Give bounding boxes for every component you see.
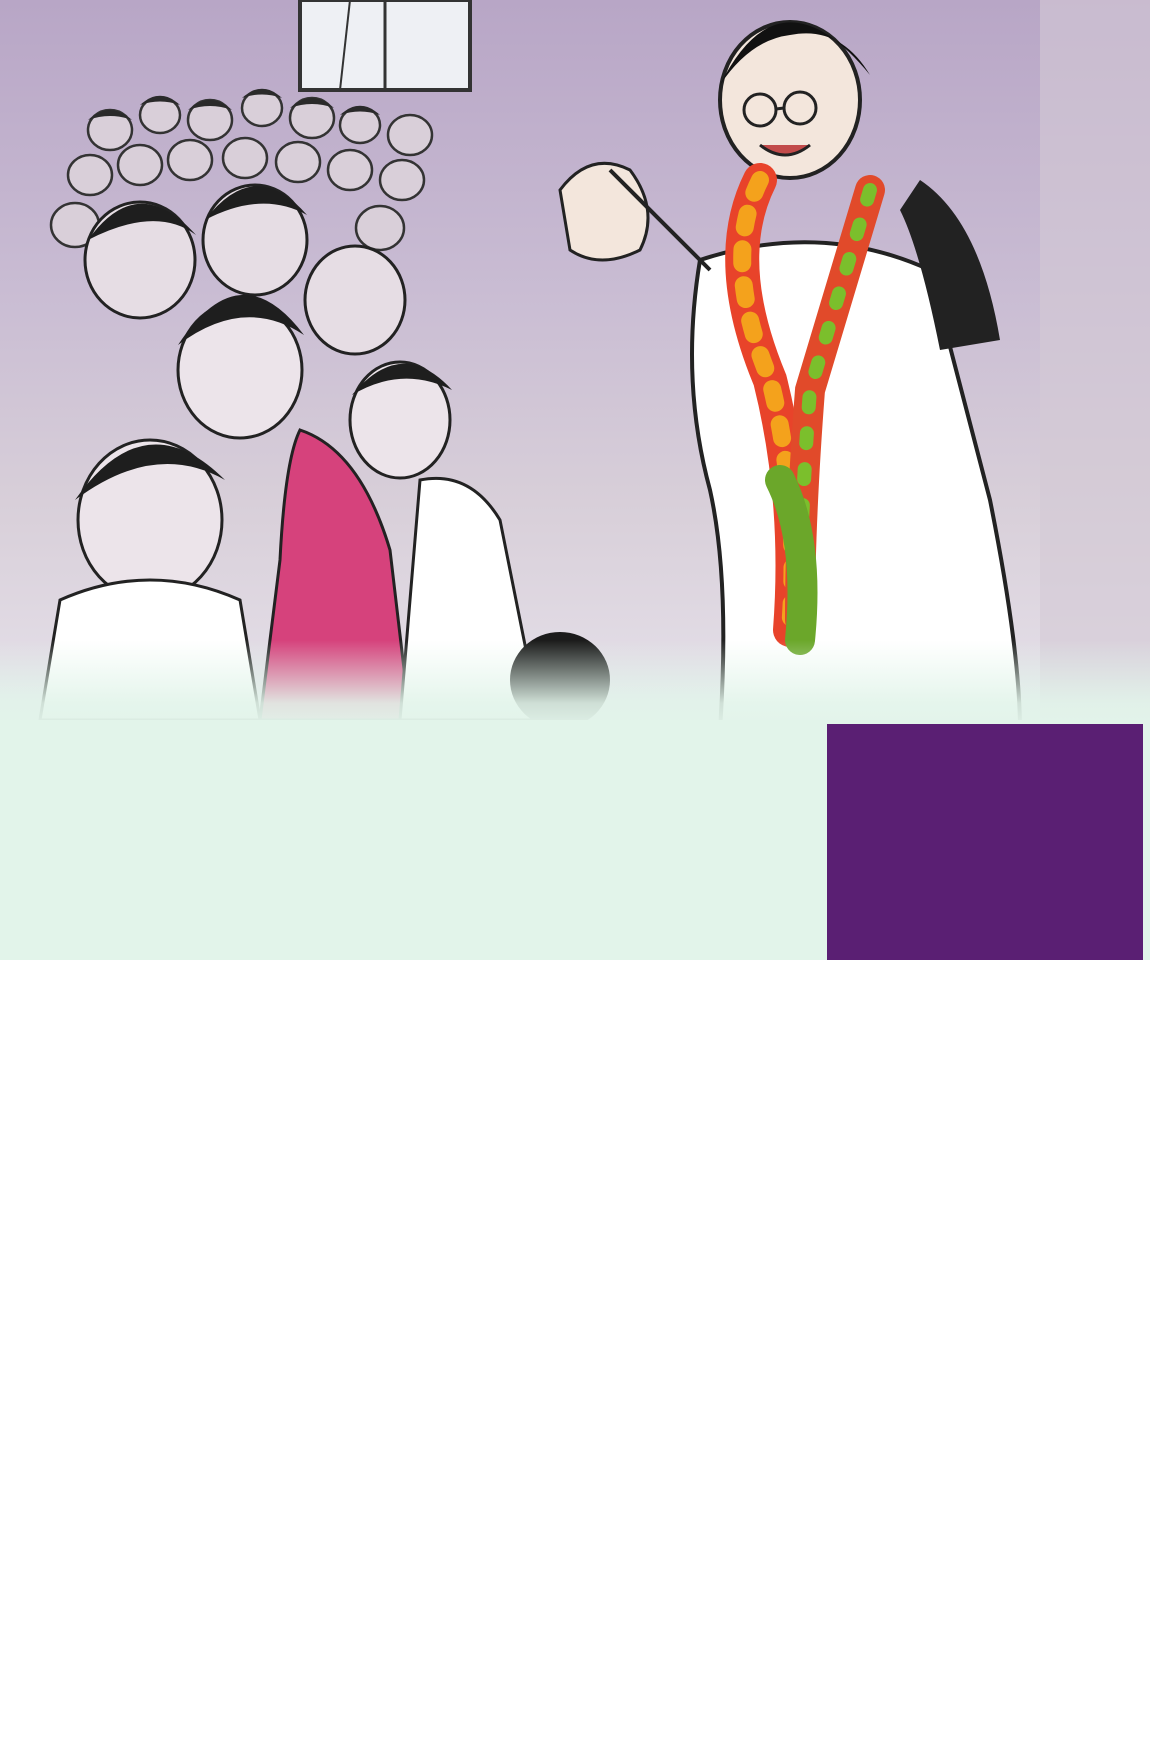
window-icon <box>300 0 470 90</box>
article-column-2 <box>400 972 766 1747</box>
headline-line-1 <box>20 722 820 822</box>
headline-line-2 <box>10 810 840 960</box>
article-column-1 <box>20 972 386 1747</box>
politician-figure <box>560 22 1020 720</box>
article-body <box>20 972 1145 1747</box>
cartoon-politician-with-crowd-icon <box>0 0 1150 720</box>
highlights-box <box>827 724 1143 960</box>
fade-overlay <box>0 640 1150 730</box>
article-column-3 <box>779 972 1145 1747</box>
cartoon-illustration <box>0 0 1150 720</box>
